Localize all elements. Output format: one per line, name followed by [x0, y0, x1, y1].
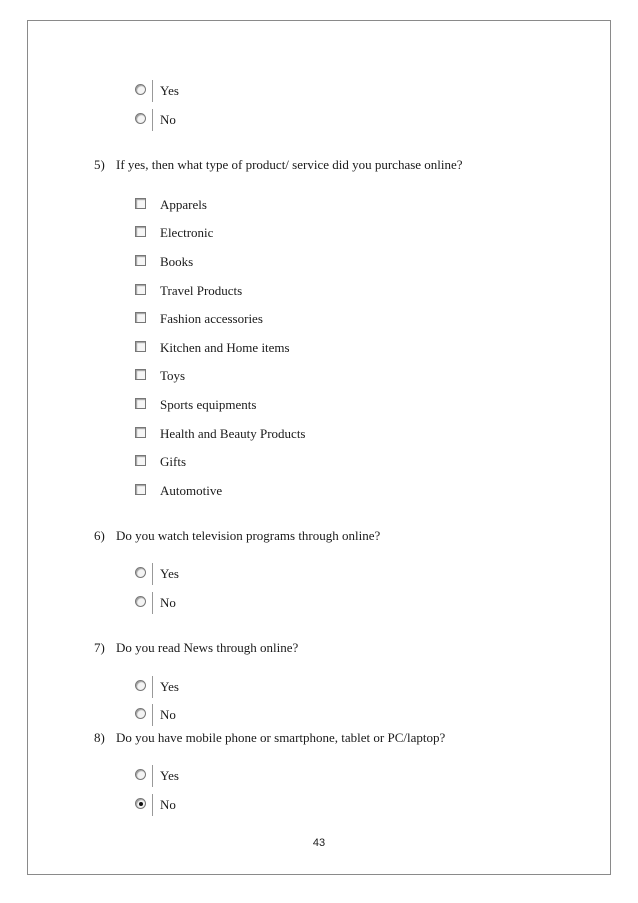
page-number: 43: [312, 837, 326, 849]
option-label: Yes: [160, 768, 179, 783]
option-label: Automotive: [160, 483, 223, 498]
separator: [152, 80, 153, 102]
page-border: [27, 20, 611, 875]
question-number: 7): [94, 640, 105, 655]
radio-button[interactable]: [135, 708, 146, 719]
question-text: Do you have mobile phone or smartphone, tablet or PC/laptop?: [116, 730, 446, 745]
question-5: [94, 157, 463, 173]
radio-button-selected[interactable]: [135, 798, 146, 809]
checkbox[interactable]: [135, 255, 146, 266]
option-label: Travel Products: [160, 283, 243, 298]
checkbox[interactable]: [135, 312, 146, 323]
option-label: Sports equipments: [160, 397, 257, 412]
checkbox[interactable]: [135, 284, 146, 295]
radio-button[interactable]: [135, 769, 146, 780]
checkbox[interactable]: [135, 398, 146, 409]
option-label: Kitchen and Home items: [160, 340, 290, 355]
option-label: No: [160, 595, 176, 610]
option-label: Fashion accessories: [160, 311, 263, 326]
option-label: Yes: [160, 566, 179, 581]
checkbox[interactable]: [135, 369, 146, 380]
question-text: Do you read News through online?: [116, 640, 299, 655]
question-text: Do you watch television programs through online?: [116, 528, 381, 543]
separator: [152, 676, 153, 698]
checkbox[interactable]: [135, 226, 146, 237]
option-label: Electronic: [160, 225, 214, 240]
radio-button[interactable]: [135, 596, 146, 607]
question-6: [94, 528, 380, 544]
option-label: Apparels: [160, 197, 207, 212]
radio-selected-dot-icon: [139, 802, 143, 806]
question-8: [94, 730, 445, 746]
radio-button[interactable]: [135, 567, 146, 578]
question-text: If yes, then what type of product/ service did you purchase online?: [116, 157, 463, 172]
question-number: 6): [94, 528, 105, 543]
question-7: [94, 640, 298, 656]
separator: [152, 794, 153, 816]
option-label: No: [160, 797, 176, 812]
checkbox[interactable]: [135, 427, 146, 438]
option-label: No: [160, 707, 176, 722]
option-label: Gifts: [160, 454, 186, 469]
checkbox[interactable]: [135, 198, 146, 209]
checkbox[interactable]: [135, 484, 146, 495]
question-number: 8): [94, 730, 105, 745]
question-number: 5): [94, 157, 105, 172]
option-label: Yes: [160, 679, 179, 694]
checkbox[interactable]: [135, 455, 146, 466]
radio-button[interactable]: [135, 113, 146, 124]
option-label: Yes: [160, 83, 179, 98]
separator: [152, 563, 153, 585]
option-label: Books: [160, 254, 194, 269]
option-label: No: [160, 112, 176, 127]
option-label: Toys: [160, 368, 186, 383]
separator: [152, 592, 153, 614]
separator: [152, 704, 153, 726]
radio-button[interactable]: [135, 84, 146, 95]
separator: [152, 765, 153, 787]
separator: [152, 109, 153, 131]
option-label: Health and Beauty Products: [160, 426, 306, 441]
checkbox[interactable]: [135, 341, 146, 352]
radio-button[interactable]: [135, 680, 146, 691]
